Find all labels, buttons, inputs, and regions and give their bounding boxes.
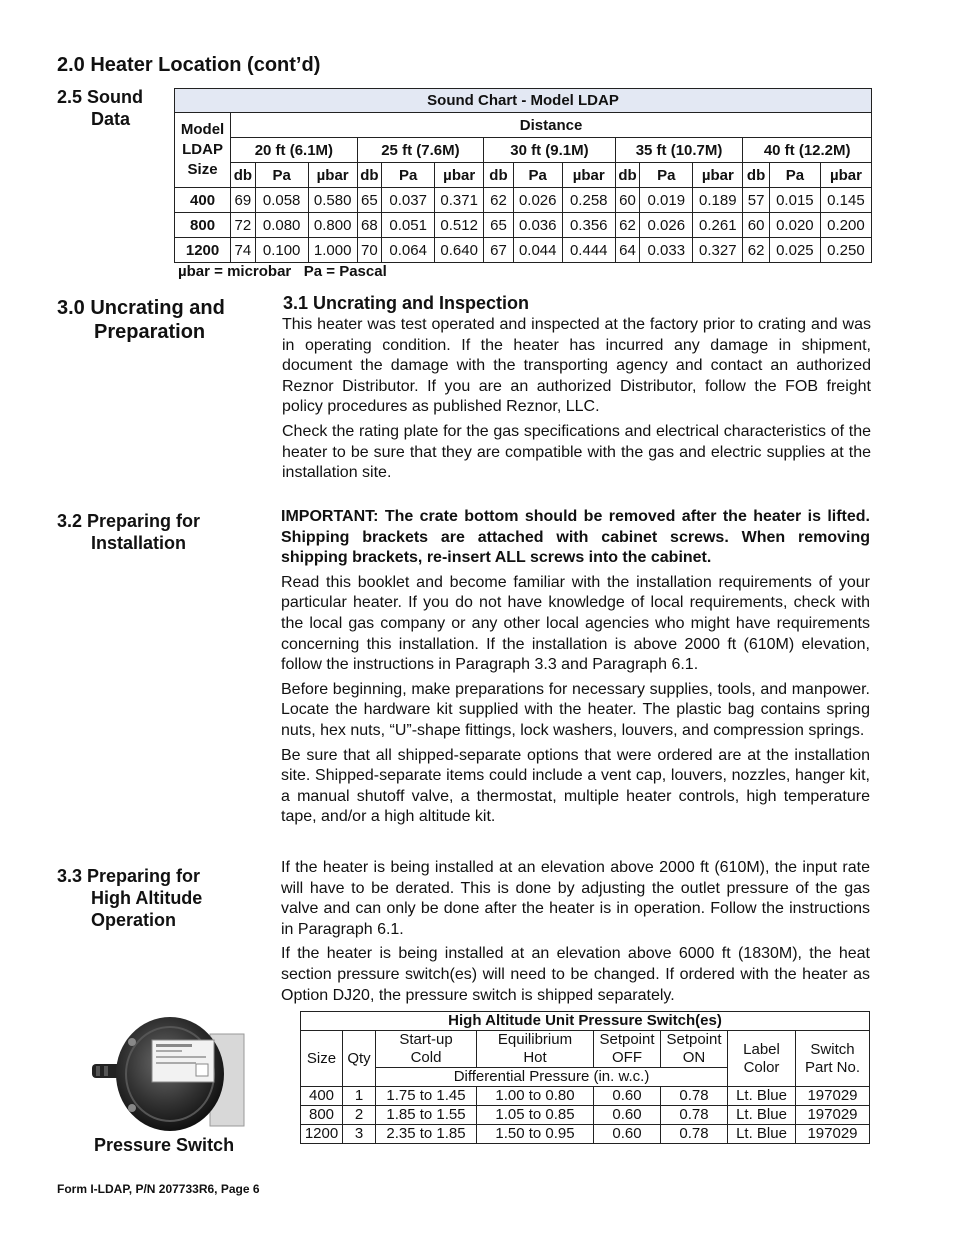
page-footer: Form I-LDAP, P/N 207733R6, Page 6 [57,1182,260,1196]
size-cell: 400 [175,188,231,213]
col-header [661,1031,728,1068]
photo-caption: Pressure Switch [94,1135,235,1155]
value-cell: 0.261 [693,213,743,238]
cell: 0.78 [661,1106,728,1125]
value-cell: 0.800 [308,213,357,238]
value-cell: 0.015 [769,188,820,213]
header-line: Color [743,1058,780,1076]
value-cell: 0.080 [255,213,308,238]
cell: Lt. Blue [728,1106,796,1125]
col-header [477,1031,594,1068]
header-line: LDAP [182,141,223,158]
table-row [175,213,872,238]
unit-header: µbar [820,163,871,188]
important-notice: IMPORTANT: The crate bottom should be removed after the heater is lifted. Shipping brackets are attached with cabinet screws. When removing shipping brackets, re-insert ALL screws into the cabinet. [281,508,870,567]
cell: 1.05 to 0.85 [477,1106,594,1125]
distance-col: 40 ft (12.2M) [743,138,872,163]
size-cell: 1200 [175,238,231,263]
table-row [301,1087,870,1106]
value-cell: 62 [743,238,770,263]
section-label-line: 3.3 Preparing for [57,866,201,886]
col-header [594,1031,661,1068]
cell: 400 [301,1087,343,1106]
section-label-line: Operation [91,910,177,930]
col-header: Size [301,1031,343,1087]
unit-header: db [357,163,381,188]
value-cell: 74 [231,238,255,263]
header-line: Cold [410,1049,442,1066]
col-header [376,1031,477,1068]
header-line: Label [743,1040,780,1058]
value-cell: 0.051 [382,213,435,238]
value-cell: 0.327 [693,238,743,263]
cell: 1.00 to 0.80 [477,1087,594,1106]
unit-header: µbar [308,163,357,188]
unit-header: µbar [693,163,743,188]
section-label-line: 3.0 Uncrating and [57,297,225,319]
value-cell: 0.371 [435,188,484,213]
value-cell: 62 [615,213,639,238]
model-size-header [175,113,231,188]
value-cell: 65 [357,188,381,213]
section-label-uncrating [57,296,225,344]
value-cell: 69 [231,188,255,213]
unit-header: Pa [769,163,820,188]
value-cell: 0.258 [562,188,615,213]
header-line: Switch [810,1040,855,1058]
cell: 0.60 [594,1125,661,1144]
unit-header: Pa [382,163,435,188]
paragraph: Be sure that all shipped-separate options that were ordered are at the installation site. Shipped-separate items could include a vent cap, louvers, nozzles, hanger kit, a manual shutoff valve, a thermostat, multiple heater controls, high temperature tape, and/or a high altitude kit. [281,746,870,826]
value-cell: 0.356 [562,213,615,238]
header-line: OFF [612,1049,642,1066]
value-cell: 1.000 [308,238,357,263]
cell: 0.60 [594,1106,661,1125]
sound-chart-title: Sound Chart - Model LDAP [175,89,872,113]
uncrating-text [282,315,871,488]
value-cell: 62 [484,188,514,213]
paragraph: This heater was test operated and inspected at the factory prior to crating and was in operating condition. If the heater has incurred any damage in shipment, document the damage with the transporting agency and contact an authorized Reznor Distributor. If you are an authorized Distributor, follow the FOB freight policy procedures as published Reznor, LLC. [282,316,871,416]
value-cell: 67 [484,238,514,263]
value-cell: 70 [357,238,381,263]
cell: 0.78 [661,1125,728,1144]
preparing-text [281,507,870,832]
unit-header: µbar [435,163,484,188]
value-cell: 65 [484,213,514,238]
value-cell: 0.200 [820,213,871,238]
cell: 1.50 to 0.95 [477,1125,594,1144]
paragraph: Read this booklet and become familiar with the installation requirements of your particular heater. If you do not have knowledge of local requirements, check with the local gas company or any other local agencies who might have requirements concerning this installation. If the installation is above 2000 ft (610M) elevation, follow the instructions in Paragraph 3.3 and Paragraph 6.1. [281,573,870,674]
value-cell: 0.019 [640,188,693,213]
section-label-line: Installation [91,533,187,553]
cell: 0.78 [661,1087,728,1106]
unit-header: db [484,163,514,188]
value-cell: 0.250 [820,238,871,263]
paragraph: If the heater is being installed at an elevation above 6000 ft (1830M), the heat section pressure switch(es) will need to be changed. If ordered with the heater as Option DJ20, the pressure switch is shipped separately. [281,945,870,1004]
table-row [175,238,872,263]
cell: 2 [343,1106,376,1125]
value-cell: 0.036 [513,213,562,238]
section-label-line: Preparation [94,321,206,343]
value-cell: 0.145 [820,188,871,213]
cell: 197029 [796,1087,870,1106]
paragraph: Before beginning, make preparations for necessary supplies, tools, and manpower. Locate the hardware kit supplied with the heater. The plastic bag contains spring nuts, hex nuts, “U”-shape fittings, lock washers, louvers, and compression springs. [281,680,870,739]
unit-header: db [743,163,770,188]
header-line: Setpoint [666,1031,722,1048]
value-cell: 0.025 [769,238,820,263]
section-label-altitude [57,865,202,931]
value-cell: 0.033 [640,238,693,263]
value-cell: 0.020 [769,213,820,238]
header-line: Equilibrium [497,1031,573,1048]
paragraph: Check the rating plate for the gas specifications and electrical characteristics of the heater to be sure that they are compatible with the gas and electric supplies at the installation site. [282,422,871,482]
unit-header: Pa [513,163,562,188]
unit-header: µbar [562,163,615,188]
value-cell: 0.026 [640,213,693,238]
cell: 1 [343,1087,376,1106]
value-cell: 57 [743,188,770,213]
diff-pressure-header: Differential Pressure (in. w.c.) [376,1068,728,1087]
cell: 1200 [301,1125,343,1144]
distance-col: 30 ft (9.1M) [484,138,616,163]
distance-col: 35 ft (10.7M) [615,138,743,163]
section-label-line: 3.2 Preparing for [57,511,201,531]
cell: 0.60 [594,1087,661,1106]
header-line: Start-up [399,1031,453,1048]
distance-col: 25 ft (7.6M) [357,138,484,163]
cell: Lt. Blue [728,1087,796,1106]
value-cell: 60 [743,213,770,238]
cell: 1.75 to 1.45 [376,1087,477,1106]
table-row [301,1125,870,1144]
sound-chart-table [174,88,872,263]
col-header [728,1031,796,1087]
value-cell: 72 [231,213,255,238]
cell: 3 [343,1125,376,1144]
size-cell: 800 [175,213,231,238]
pressure-switch-photo [92,1012,248,1132]
value-cell: 68 [357,213,381,238]
sound-footnote: µbar = microbar Pa = Pascal [178,263,387,280]
value-cell: 0.444 [562,238,615,263]
unit-header: db [231,163,255,188]
sub-heading-uncrating: 3.1 Uncrating and Inspection [283,293,530,313]
value-cell: 0.026 [513,188,562,213]
header-line: Size [187,161,218,178]
value-cell: 0.064 [382,238,435,263]
distance-col: 20 ft (6.1M) [231,138,358,163]
table-row [301,1106,870,1125]
value-cell: 0.580 [308,188,357,213]
pressure-switch-icon [92,1012,248,1132]
unit-header: Pa [640,163,693,188]
section-label-preparing [57,510,200,554]
header-line: Hot [523,1049,547,1066]
value-cell: 0.512 [435,213,484,238]
header-line: Model [180,121,225,138]
cell: 197029 [796,1106,870,1125]
header-line: Part No. [804,1058,861,1076]
col-header [796,1031,870,1087]
value-cell: 64 [615,238,639,263]
section-label-sound [57,86,167,130]
cell: 1.85 to 1.55 [376,1106,477,1125]
table-row [175,188,872,213]
altitude-text [281,858,870,1010]
value-cell: 0.100 [255,238,308,263]
value-cell: 60 [615,188,639,213]
section-label-line: 2.5 Sound [57,87,144,107]
value-cell: 0.058 [255,188,308,213]
page-heading: 2.0 Heater Location (cont’d) [57,54,321,76]
distance-header: Distance [231,113,872,138]
cell: Lt. Blue [728,1125,796,1144]
pressure-switch-table [300,1011,870,1144]
header-line: Setpoint [599,1031,655,1048]
pressure-table-title: High Altitude Unit Pressure Switch(es) [301,1012,870,1031]
unit-header: Pa [255,163,308,188]
unit-header: db [615,163,639,188]
cell: 197029 [796,1125,870,1144]
cell: 2.35 to 1.85 [376,1125,477,1144]
header-line: ON [682,1049,706,1066]
cell: 800 [301,1106,343,1125]
value-cell: 0.189 [693,188,743,213]
value-cell: 0.044 [513,238,562,263]
value-cell: 0.640 [435,238,484,263]
section-label-line: Data [91,109,131,129]
paragraph: If the heater is being installed at an elevation above 2000 ft (610M), the input rate will have to be derated. This is done by adjusting the outlet pressure of the gas valve and can only be done after the heater is in operation. Follow the instructions in Paragraph 6.1. [281,859,870,938]
col-header: Qty [343,1031,376,1087]
section-label-line: High Altitude [91,888,203,908]
value-cell: 0.037 [382,188,435,213]
